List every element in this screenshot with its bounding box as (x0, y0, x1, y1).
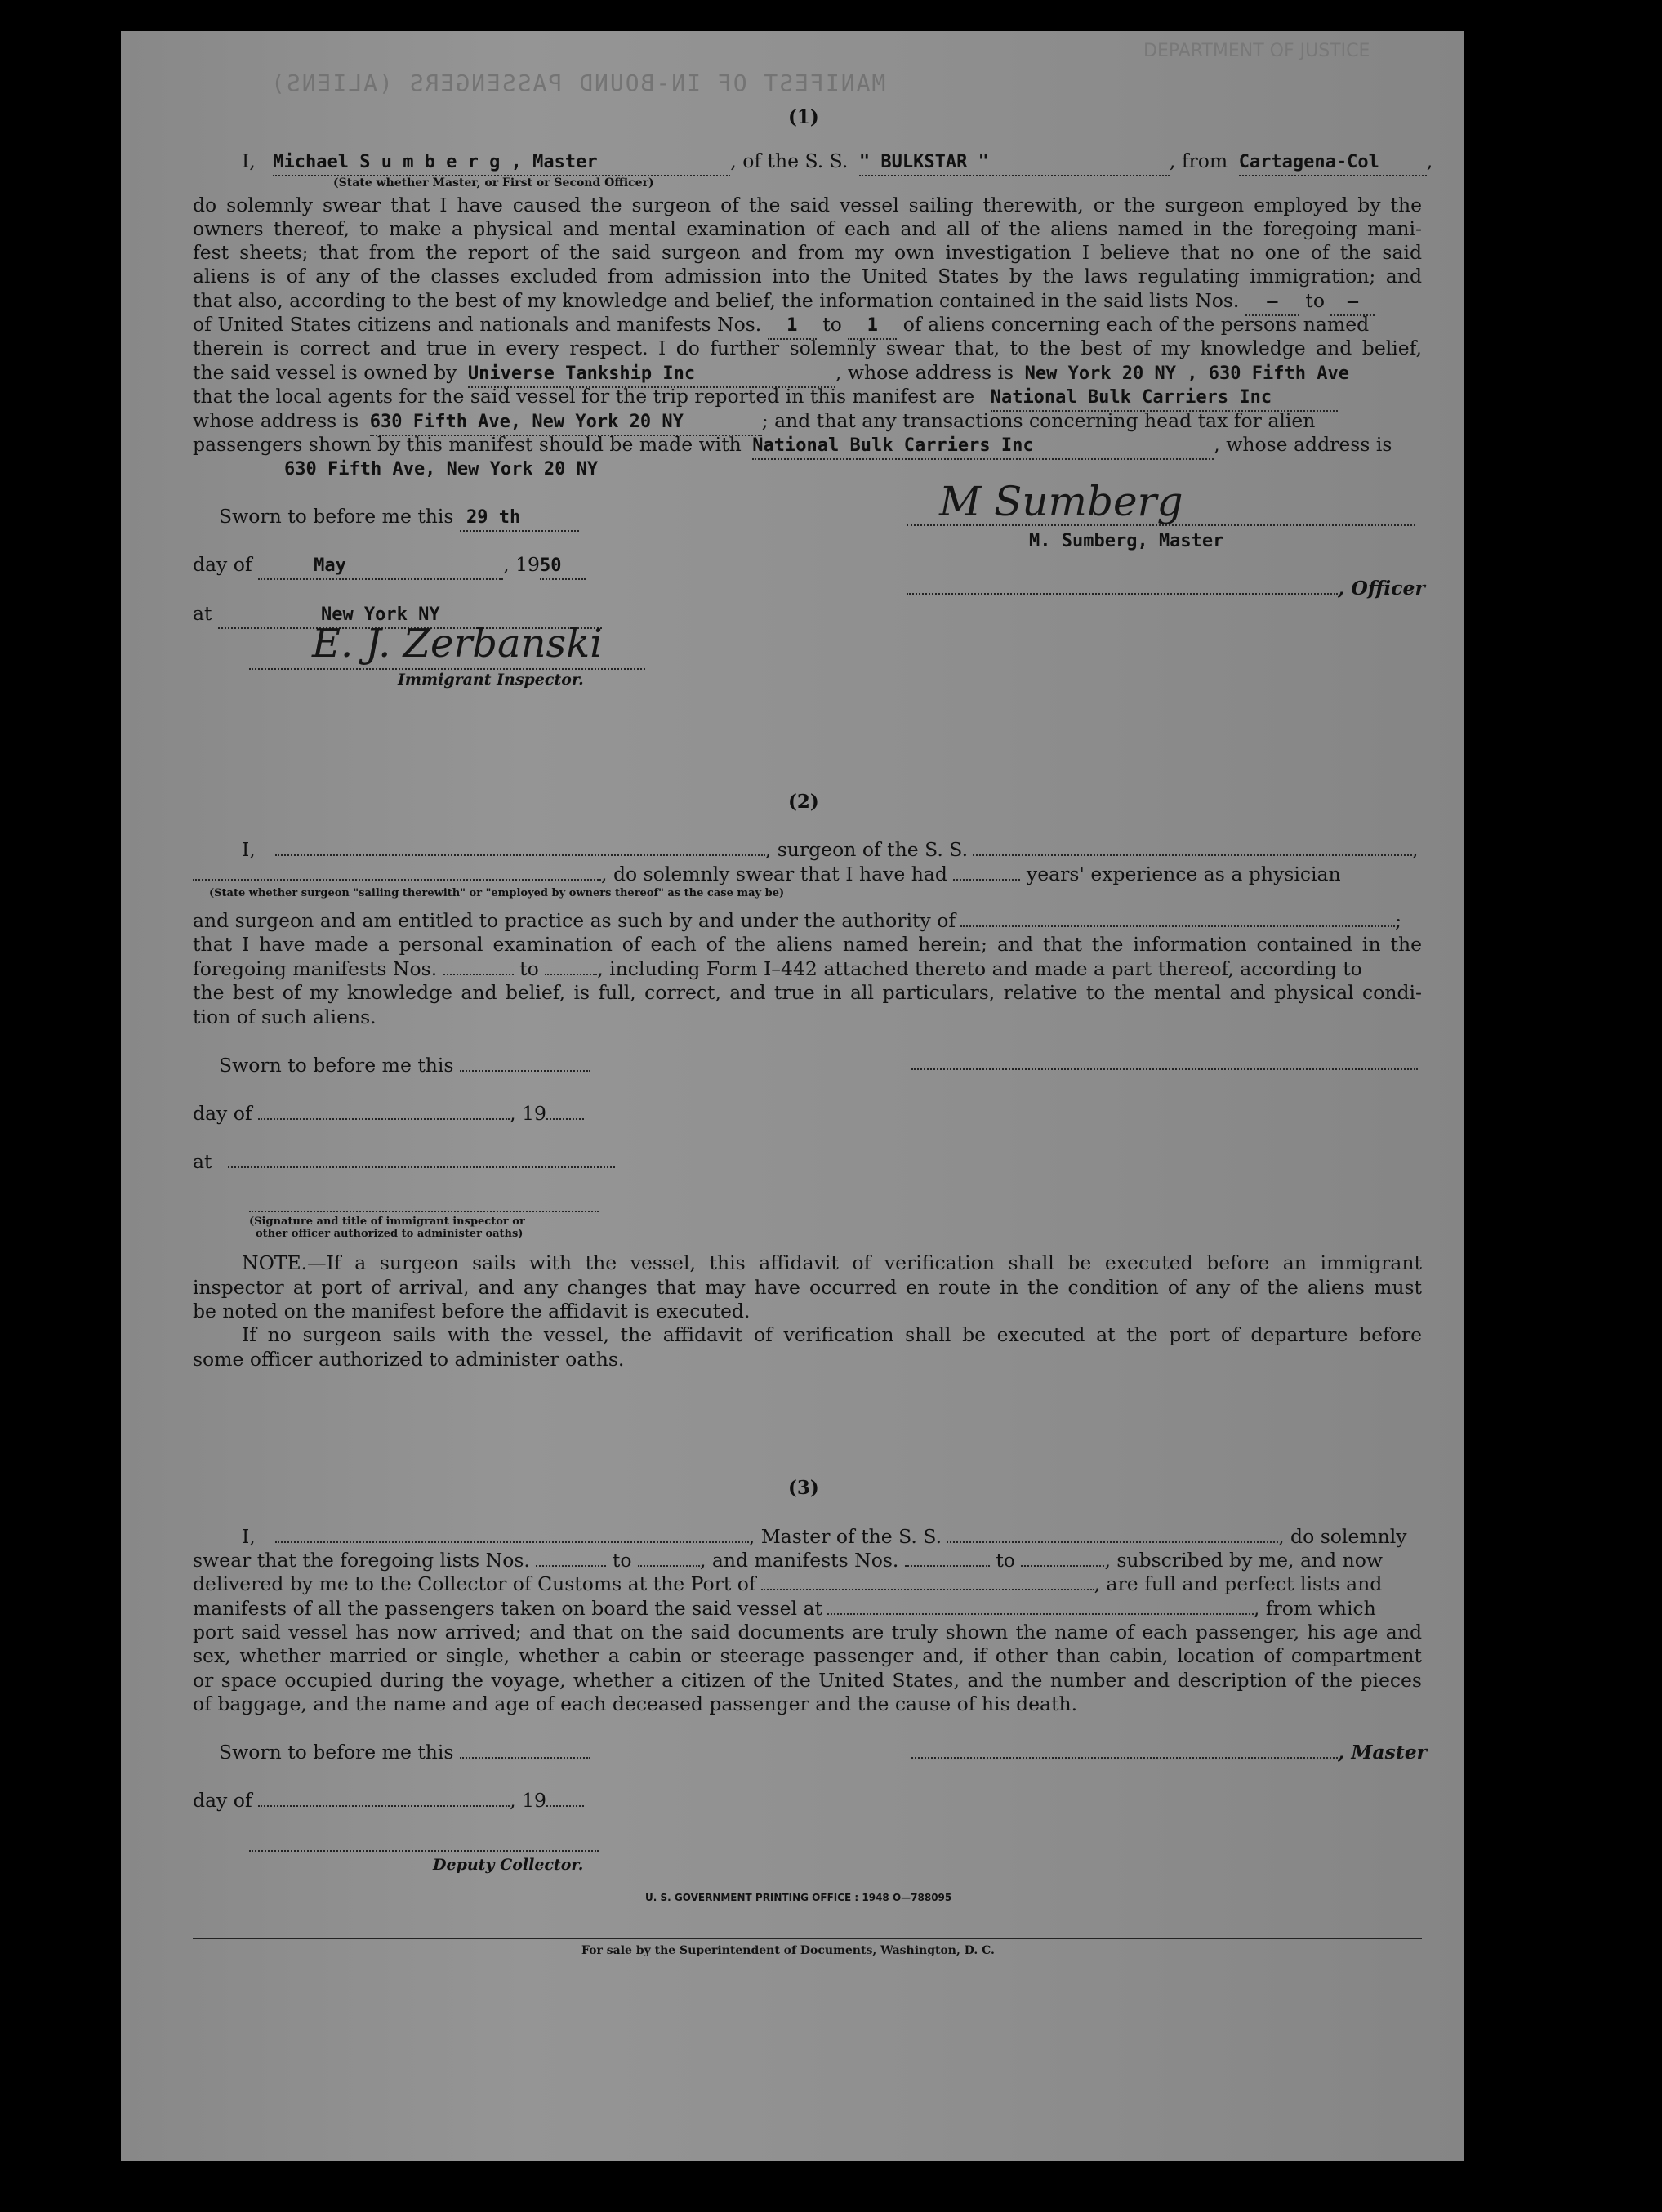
lists-to: — (1330, 290, 1375, 316)
agent-name: National Bulk Carriers Inc (991, 386, 1338, 412)
punch-hole (1477, 720, 1524, 771)
s1-line-1: I, Michael S u m b e r g , Master , of the S. S. " BULKSTAR " , from Cartagena-Col , (242, 149, 1433, 176)
punch-hole (1477, 1972, 1524, 2022)
s3-para-line: port said vessel has now arrived; and that on the said documents are truly shown the name of each passenger, his age and (193, 1621, 1422, 1643)
s3-para-line: delivered by me to the Collector of Customs at the Port of , are full and perfect lists and (193, 1572, 1383, 1595)
s1-para-line: owners thereof, to make a physical and mental examination of each and all of the aliens named in the foregoing mani- (193, 217, 1422, 240)
punch-hole (1477, 580, 1524, 631)
s1-para-line: that also, according to the best of my knowledge and belief, the information contained in the said lists Nos. — to — (193, 289, 1375, 316)
bleed-through-small: DEPARTMENT OF JUSTICE (1143, 41, 1370, 61)
s2-para-line: tion of such aliens. (193, 1006, 377, 1028)
punch-hole (1477, 1439, 1524, 1490)
s2-para-line: that I have made a personal examination of each of the aliens named herein; and that the information contained in the (193, 933, 1422, 956)
note-line: be noted on the manifest before the affidavit is executed. (193, 1300, 751, 1322)
sworn-year: 50 (540, 554, 586, 580)
inspector-label: Immigrant Inspector. (398, 671, 584, 689)
s2-inspector-line (249, 1211, 599, 1212)
s1-para-line: of United States citizens and nationals and manifests Nos. 1 to 1 of aliens concerning each of the persons named (193, 313, 1369, 340)
s3-para-line: sex, whether married or single, whether a cabin or steerage passenger and, if other than cabin, location of compartment (193, 1644, 1422, 1667)
note-line: If no surgeon sails with the vessel, the affidavit of verification shall be executed at the port of departure before (242, 1323, 1422, 1346)
officer-line: , Officer (907, 577, 1425, 601)
punch-hole (1477, 1080, 1524, 1131)
owner-address: New York 20 NY , 630 Fifth Ave (1024, 363, 1349, 384)
departure-port: Cartagena-Col (1239, 150, 1427, 176)
s3-day-line: day of , 19 (193, 1789, 584, 1813)
manifest-from: 1 (768, 314, 817, 340)
note-line: inspector at port of arrival, and any changes that may have occurred en route in the condition of any of the aliens must (193, 1276, 1422, 1299)
s1-para-line: that the local agents for the said vessel for the trip reported in this manifest are National Bulk Carriers Inc (193, 385, 1338, 412)
section-number-1: (1) (788, 106, 819, 128)
owner-name: Universe Tankship Inc (468, 362, 835, 388)
s2-line-1: I, , surgeon of the S. S. , (242, 838, 1419, 861)
s3-para-line: of baggage, and the name and age of each deceased passenger and the cause of his death. (193, 1692, 1078, 1715)
surgeon-note: (State whether surgeon "sailing therewith" or "employed by owners thereof" as the case may be) (209, 887, 785, 899)
s2-para-line: the best of my knowledge and belief, is full, correct, and true in all particulars, relative to the mental and physical condi- (193, 981, 1422, 1004)
lists-from: — (1245, 290, 1299, 316)
punch-hole (1477, 1797, 1524, 1848)
footer-rule (193, 1938, 1422, 1939)
s2-line-2: , do solemnly swear that I have had years' experience as a physician (193, 863, 1341, 887)
s2-para-line: foregoing manifests Nos. to , including Form I–442 attached thereto and made a part thereof, according to (193, 957, 1362, 980)
s1-day-line: day of May , 1950 (193, 553, 586, 580)
inspector-signature: E. J. Zerbanski (312, 621, 603, 667)
s2-para-line: and surgeon and am entitled to practice as such by and under the authority of ; (193, 909, 1402, 932)
punch-hole (1477, 190, 1524, 240)
head-tax-party: National Bulk Carriers Inc (752, 434, 1214, 460)
s2-day-line: day of , 19 (193, 1102, 584, 1126)
s3-sworn-line: Sworn to before me this (219, 1741, 590, 1765)
vessel-name: " BULKSTAR " (859, 150, 1170, 176)
s1-para-line: do solemnly swear that I have caused the surgeon of the said vessel sailing therewith, or the surgeon employed by the (193, 194, 1422, 216)
signature-line (907, 524, 1415, 526)
s1-sworn-line: Sworn to before me this 29 th (219, 505, 579, 532)
master-typed-name: M. Sumberg, Master (1029, 531, 1224, 551)
punch-hole (1477, 80, 1524, 131)
manifest-to: 1 (848, 314, 897, 340)
s1-para-line: therein is correct and true in every respect. I do further solemnly swear that, to the best of my knowledge and belief, (193, 337, 1422, 359)
section-number-2: (2) (788, 791, 819, 813)
head-tax-address: 630 Fifth Ave, New York 20 NY (284, 459, 599, 479)
sworn-day: 29 th (460, 506, 579, 532)
gpo-imprint: U. S. GOVERNMENT PRINTING OFFICE : 1948 O—788095 (645, 1892, 952, 1903)
punch-hole (1477, 299, 1524, 350)
sworn-month: May (258, 554, 503, 580)
s1-para-line: the said vessel is owned by Universe Tankship Inc , whose address is New York 20 NY , 630 Fifth Ave (193, 361, 1349, 388)
s1-para-line: aliens is of any of the classes excluded from admission into the United States by the laws regulating immigration; and (193, 265, 1422, 288)
agent-address: 630 Fifth Ave, New York 20 NY (370, 410, 762, 436)
master-signature: M Sumberg (939, 478, 1183, 525)
s3-master-line: , Master (911, 1741, 1427, 1765)
bleed-through-heading: MANIFEST OF IN-BOUND PASSENGERS (ALIENS) (270, 69, 886, 96)
sworn-place: New York NY (218, 603, 602, 629)
section-number-3: (3) (788, 1477, 819, 1499)
sale-note: For sale by the Superintendent of Documents, Washington, D. C. (581, 1944, 995, 1957)
s1-para-line: whose address is 630 Fifth Ave, New York 20 NY ; and that any transactions concerning head tax for alien (193, 409, 1315, 436)
deputy-signature-line (249, 1850, 599, 1852)
note-line: some officer authorized to administer oaths. (193, 1348, 625, 1371)
s2-at-line: at (193, 1150, 615, 1175)
s2-sig-note: (Signature and title of immigrant inspector or other officer authorized to administer oaths) (249, 1215, 525, 1240)
s3-para-line: or space occupied during the voyage, whether a citizen of the United States, and the number and description of the pieces (193, 1669, 1422, 1692)
s3-line-1: I, , Master of the S. S. , do solemnly (242, 1525, 1407, 1548)
surgeon-signature-line (911, 1068, 1418, 1070)
master-note: (State whether Master, or First or Second Officer) (333, 176, 654, 190)
s3-para-line: swear that the foregoing lists Nos. to , and manifests Nos. to , subscribed by me, and now (193, 1549, 1384, 1572)
s1-para-line: passengers shown by this manifest should be made with National Bulk Carriers Inc , whose address is (193, 433, 1392, 460)
master-name: Michael S u m b e r g , Master (273, 150, 730, 176)
s3-para-line: manifests of all the passengers taken on board the said vessel at , from which (193, 1597, 1376, 1620)
deputy-label: Deputy Collector. (433, 1856, 584, 1874)
note-line: NOTE.—If a surgeon sails with the vessel, this affidavit of verification shall be executed before an immigrant (242, 1251, 1422, 1274)
s2-sworn-line: Sworn to before me this (219, 1054, 590, 1078)
s1-at-line: at New York NY (193, 602, 602, 629)
s1-para-line: fest sheets; that from the report of the said surgeon and from my own investigation I believe that no one of the said (193, 241, 1422, 264)
